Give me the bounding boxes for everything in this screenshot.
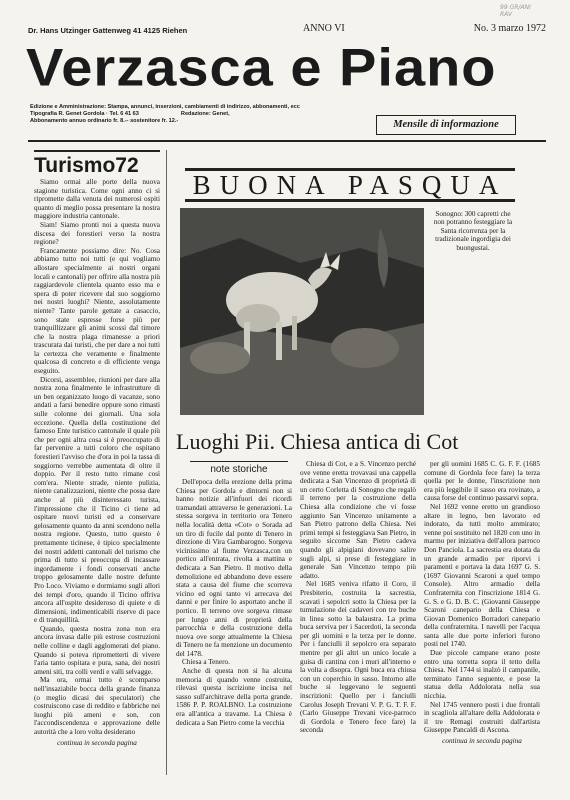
subscriber-address: Dr. Hans Utzinger Gattenweg 41 4125 Riehen bbox=[28, 26, 188, 35]
article-paragraph: per gli uomini 1685 C. G. F. F. (1685 comune di Gordola fece fare) la terza quella per le donne, l'inscrizione non era più leggibile il sasso era rovinato, a causa forse del continuo passarvi sopra. bbox=[424, 460, 540, 503]
article-paragraph: Dell'epoca della erezione della prima Chiesa per Gordola e dintorni non si hanno notizie all'infuori dei ricordi tramandati attraverso le generazioni. La stessa sorgeva in territorio ora Tenero nella località detta «Cot» o Sorada ad un tiro di fucile dal ponte di Tenero in direzione di Vira Gambarogno. Sorgeva vicinissimo al fiume Verzasca,con un portico all'entrata, rivolta a mattina e dedicata a San Pietro. Il motivo della demolizione ed abbandono deve essere stata a causa del fiume che scorreva vicino ed ogni tanto vi arrecava dei danni e per finire lo asportato anche il portico. Il terreno ove sorgeva rimase per lungo anni di proprietà della parrocchia e della costruzione della nuova ove sorge attualmente la Chiesa di Tenero ne fa menzione un documento del 1478. bbox=[176, 478, 292, 658]
easter-greeting: BUONA PASQUA bbox=[185, 168, 515, 202]
goat-photo-image bbox=[180, 208, 424, 415]
photo-caption: Sonogno: 300 capretti che non potranno festeggiare la Santa ricorrenza per la tradizionale ingordigia dei buongustai. bbox=[433, 210, 513, 252]
article-column-3 bbox=[424, 460, 540, 783]
turismo-top-rule bbox=[34, 150, 160, 152]
publisher-line-1: Edizione e Amministrazione: Stampa, annunci, inserzioni, cambiamenti di indirizzo, abbonamenti, ecc bbox=[30, 104, 300, 110]
article-kicker: note storiche bbox=[190, 461, 288, 475]
goat-photo bbox=[180, 208, 424, 415]
monthly-badge: Mensile di informazione bbox=[376, 115, 516, 135]
article-column-1 bbox=[176, 478, 292, 783]
article-paragraph: Nel 1745 vennero posti i due frontali in scagliola all'altare della Addolorata e il tre Remagi costruiti dall'artista Giuseppe Pancaldi di Ascona. bbox=[424, 700, 540, 735]
turismo-paragraph: Siamo ormai alle porte della nuova stagione turistica. Come ogni anno ci si ripromette dalla venuta dei numerosi ospiti quanto di meglio possa presentare la nostra maggiore industria cantonale. bbox=[34, 178, 160, 221]
article-paragraph: Chiesa di Cot, e a S. Vincenzo perché ove venne eretta trovavasi una cappella dedicata a San Vincenzo di proprietà di un certo Corletta di Sonogno che regalò il terreno per la costruzione della Chiesa alla condizione che vi fosse aggiunto San Vincenzo unitamente a San Pietro patrono della Chiesa. Nei primi tempi si festeggiava San Pietro, in seguito siccome San Pietro cadeva quando gli alpigiani dovevano salire sugli alpi, si prese di festeggiare in generale San Vincenzo tempo più adatto. bbox=[300, 460, 416, 580]
article-paragraph: Nel 1685 veniva rifatto il Coro, il Presbiterio, costruita la sacrestia, scavati i sepolcri sotto la Chiesa per la tumulazione dei cadaveri con tre buche in linea sotto la balaustra. La prima buca serviva per i Sacerdoti, la seconda per gli uomini e la terza per le donne. Per i fanciulli il sepolcro era separato mentre per gli altri un unico locale a guisa di cantina con i muri all'interno e la volta a disopra. Ogni buca era chiusa con un coperchio in sasso. Intorno alle buche si leggevano le seguenti inscrizioni: Quello per i fanciulli Carolus Joseph Trevani V. P. G. T. F. F. (Carlo Giuseppe Trevani vice-parroco di Gordola e Tenero fece fare) la seconda bbox=[300, 580, 416, 735]
publisher-line-3: Abbonamento annuo ordinario fr. 8.-- sostenitore fr. 12.- bbox=[30, 118, 179, 124]
publisher-tipografia: Tipografia R. Genet Gordola · Tel. 6 41 63 bbox=[30, 111, 139, 117]
header-rule bbox=[28, 140, 546, 142]
turismo-title: Turismo72 bbox=[34, 154, 139, 177]
column-divider bbox=[166, 150, 167, 775]
turismo-paragraph: Dicorsi, assemblee, riunioni per dare alla nostra zona finalmente le infrastrutture di un ben organizzato luogo di vacanze, sono andati a farsi benedire oppure sono rimasti sulle colonne dei giornali. Una sola eccezione. Quella della costituzione del famoso Ente turistico cantonale il quale più che per ogni altra cosa si è preoccupato di far pervenire a tutti coloro che ospitano forestieri l'avviso che d'ora in poi la tassa di soggiorno verrebbe aumentata di oltre il doppio. Per il resto tutto rimane così com'era. Niente strade, niente pulizia, niente canalizzazioni, niente che possa dare anche al più disinteressato turista, l'impressione che il Ticino ci tiene ad ospitare nuovi turisti ed a conservare gelosamente quanto da anni scendono nella nostra regione. Questo, tutto questo è prettamente ticinese, è tipico specialmente dei nostri addetti cantonali del turismo che prima di tutto si preoccupa di incassare ingordamente i fondi conservati anche troppo gelosamente dalle nostre defunte Pro Loco. Viviamo e dormiamo sugli allori dei tempi d'oro, quando il Ticino offriva ancora all'ospite desideroso di quiete e di dimensioni, indimenticabili riserve di pace e di tranquillità. bbox=[34, 375, 160, 625]
article-paragraph: Nel 1692 venne eretto un grandioso altare in legno, ben lavorato ed indorato, da tutti molto ammirato; venne poi sostituito nel 1820 con uno in marmo per iniziativa dell'allora parroco Don Panciola. La sacrestia era dotata da un grande armadio per riporvi i paramenti e portava la data 1697 G. S. (1697 Giovanni Scaroni a quel tempo Console). Altro armadio della Confraternita con l'inscrizione 1814 G. G. S. e G. D. B. C. (Giovanni Giuseppe Scaroni canepario della Chiesa e Giovan Domenico Borradori canepario della confraternita. I navelli per l'acqua santa alle due porte inferiori furono posti nel 1740. bbox=[424, 502, 540, 649]
masthead-title: Verzasca e Piano bbox=[26, 37, 497, 97]
article-paragraph: Anche di questa non si ha alcuna memoria di quando venne costruita, rilevasi questa iscrizione incisa nel sasso sull'architrave della porta grande. 1586 P. P. ROALBNO. La costruzione era all'antica a travame. La Chiesa è dedicata a San Pietro come la vecchia bbox=[176, 667, 292, 727]
turismo-paragraph: Ma ora, ormai tutto è scomparso nell'insaziabile bocca della grande finanza (o meglio dicasi dei speculatori) che costruiscono case di reddito e fabbriche nei luoghi più ameni e son, con l'accondiscendenza e approvazione delle autorità che a loro volta desiderano bbox=[34, 676, 160, 736]
turismo-paragraph: Francamente possiamo dire: No. Cosa abbiamo tutto noi tutti (e qui vogliamo allostare specialmente ai nostri organi locali e cantonali) per offrire alla nostra più raggiardevole clientela quanto esso ma e spera di poter ricevere dal suo soggiorno nei nostri luoghi? Niente, assolutamente niente? Tante parole gettate a casaccio, sono state espresse forse più per tranquillizzare gli animi scossi dal timore che la nostra plaga rimanesse a priori trascurata dai turisti, che per dare a noi tutti la certezza che veramente e finalmente qualcosa di concreto e di efficiente venga eseguito. bbox=[34, 246, 160, 376]
publisher-info bbox=[30, 104, 390, 125]
turismo-continued-note: continua in seconda pagina bbox=[57, 738, 137, 747]
turismo-paragraph: Quando, questa nostra zona non era ancora invasa dalle più estrose costruzioni nelle colline e dagli agglomerati del piano. Quando si poteva riprometterti di vivere l'aria tanto ospitata e pura, sana, dei nostri ameni siti, tra colli verdi e valli selvagge. bbox=[34, 624, 160, 676]
article-continued-note: continua in seconda pagina bbox=[442, 737, 522, 745]
turismo-text bbox=[34, 178, 160, 778]
handwritten-archive-note: 99 GR/ANI RAV bbox=[500, 4, 531, 18]
publisher-redazione: Redazione: Genet, bbox=[180, 111, 230, 117]
volume-label: ANNO VI bbox=[303, 23, 345, 34]
article-paragraph: Chiesa a Tenero. bbox=[182, 658, 230, 667]
turismo-paragraph: Siam! Siamo pronti noi a questa nuova discesa dei forestieri verso la nostra regione? bbox=[34, 220, 160, 247]
article-paragraph: Due piccole campane erano poste entro una torretta sopra il tetto della Chiesa. Nel 1744 si inalzò il campanile, terminato l'anno seguente, e pose la statua della Addolorata nella sua nicchia. bbox=[424, 649, 540, 701]
article-headline: Luoghi Pii. Chiesa antica di Cot bbox=[176, 429, 459, 454]
publisher-line-2 bbox=[30, 111, 390, 118]
issue-number: No. 3 marzo 1972 bbox=[473, 23, 546, 34]
article-column-2 bbox=[300, 460, 416, 783]
